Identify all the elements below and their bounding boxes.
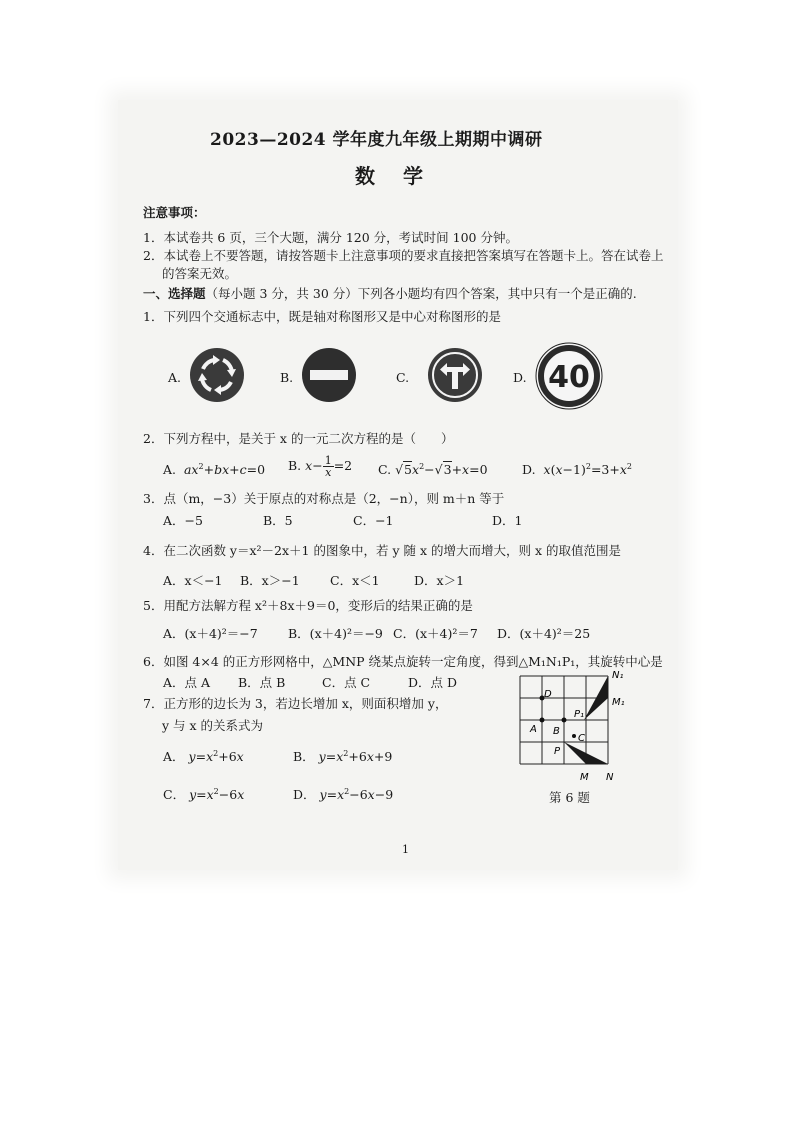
q4-option-b: B．x＞−1 [240, 573, 300, 588]
q1-option-b: B. [280, 370, 294, 385]
q2-option-a-label: A. [163, 462, 177, 478]
label-m: M [580, 772, 589, 783]
q6-stem: 6．如图 4×4 的正方形网格中，△MNP 绕某点旋转一定角度，得到△M₁N₁P₁，其旋转中心是 [143, 654, 663, 669]
section1-desc: （每小题 3 分，共 30 分）下列各小题均有四个答案，其中只有一个是正确的. [205, 286, 637, 301]
no-entry-sign-icon [301, 347, 357, 403]
q7-option-a: A． $y=x^2+6x$ [163, 748, 244, 764]
notes-heading: 注意事项： [143, 205, 206, 220]
q3-option-a: A．−5 [163, 513, 203, 528]
label-d: D [544, 689, 552, 700]
label-b: B [553, 726, 560, 737]
section1-label: 一、选择题 [143, 286, 206, 301]
q1-option-c: C. [396, 370, 410, 385]
speed-limit-number: 40 [548, 360, 590, 395]
subject-title: 数学 [355, 164, 451, 188]
roundabout-sign-icon [189, 347, 245, 403]
q4-stem: 4．在二次函数 y＝x²－2x＋1 的图象中，若 y 随 x 的增大而增大，则 x 的取值范围是 [143, 543, 621, 558]
q2-option-c: C. $√5x^2-√3+x=0$ [378, 462, 488, 478]
q7-option-b-label: B． [293, 749, 315, 764]
q7-option-d: D． $y=x^2-6x-9$ [293, 786, 394, 802]
q7-option-c-label: C． [163, 787, 186, 802]
q6-grid-figure [508, 668, 628, 784]
q6-option-a: A．点 A [163, 675, 211, 690]
turn-sign-icon [427, 347, 483, 403]
q5-option-c: C．(x＋4)²＝7 [393, 626, 478, 641]
point-c [572, 734, 576, 738]
q7-option-d-label: D． [293, 787, 316, 802]
q4-option-d: D．x＞1 [414, 573, 465, 588]
q5-option-a: A．(x＋4)²＝−7 [163, 626, 258, 641]
q3-stem: 3．点（m，−3）关于原点的对称点是（2，−n），则 m＋n 等于 [143, 491, 505, 506]
q2-option-a: A. $ax^2+bx+c=0$ [163, 462, 266, 478]
q3-option-b: B．5 [263, 513, 293, 528]
label-n: N [606, 772, 614, 783]
q4-option-a: A．x＜−1 [163, 573, 223, 588]
q6-option-d: D．点 D [408, 675, 458, 690]
section1-header [143, 284, 637, 302]
q2-stem: 2．下列方程中，是关于 x 的一元二次方程的是（ ） [143, 431, 454, 446]
page-number: 1 [402, 843, 409, 856]
q2-option-b: B. x− $\frac{1}{x}$ =2 [288, 454, 353, 479]
q2-option-d: D. $x(x-1)^2=3+x^2$ [522, 462, 632, 478]
label-n1: N₁ [612, 670, 624, 681]
q3-option-d: D．1 [492, 513, 523, 528]
note-1: 1．本试卷共 6 页，三个大题，满分 120 分，考试时间 100 分钟。 [143, 230, 518, 245]
speed-limit-sign-icon [535, 342, 603, 410]
q5-option-d: D．(x＋4)²＝25 [497, 626, 591, 641]
q6-option-c: C．点 C [322, 675, 371, 690]
q5-option-b: B．(x＋4)²＝−9 [288, 626, 383, 641]
point-b [562, 718, 567, 723]
label-c: C [578, 733, 585, 744]
label-p1: P₁ [574, 709, 585, 720]
q2-option-c-label: C. [378, 462, 392, 478]
q1-stem: 1．下列四个交通标志中，既是轴对称图形又是中心对称图形的是 [143, 309, 501, 324]
q7-stem-line1: 7．正方形的边长为 3，若边长增加 x，则面积增加 y， [143, 696, 448, 711]
q5-stem: 5．用配方法解方程 x²＋8x＋9＝0，变形后的结果正确的是 [143, 598, 473, 613]
label-p: P [554, 746, 561, 757]
q6-figure-caption: 第 6 题 [549, 790, 590, 805]
label-m1: M₁ [612, 697, 625, 708]
q4-option-c: C．x＜1 [330, 573, 380, 588]
q1-option-a: A. [168, 370, 182, 385]
q6-option-b: B．点 B [238, 675, 286, 690]
q2-option-d-label: D. [522, 462, 536, 478]
note-2-cont: 的答案无效。 [162, 266, 238, 281]
q3-option-c: C．−1 [353, 513, 394, 528]
q7-option-a-label: A． [163, 749, 185, 764]
q7-stem-line2: y 与 x 的关系式为 [162, 718, 264, 733]
point-a [540, 718, 545, 723]
q1-option-d: D. [513, 370, 527, 385]
exam-title: 2023—2024 学年度九年级上期期中调研 [210, 130, 543, 150]
label-a: A [530, 724, 537, 735]
q7-option-c: C． $y=x^2-6x$ [163, 786, 245, 802]
q7-option-b: B． $y=x^2+6x+9$ [293, 748, 393, 764]
q2-option-b-label: B. [288, 458, 302, 473]
note-2: 2．本试卷上不要答题，请按答题卡上注意事项的要求直接把答案填写在答题卡上。答在试卷上 [143, 248, 664, 263]
